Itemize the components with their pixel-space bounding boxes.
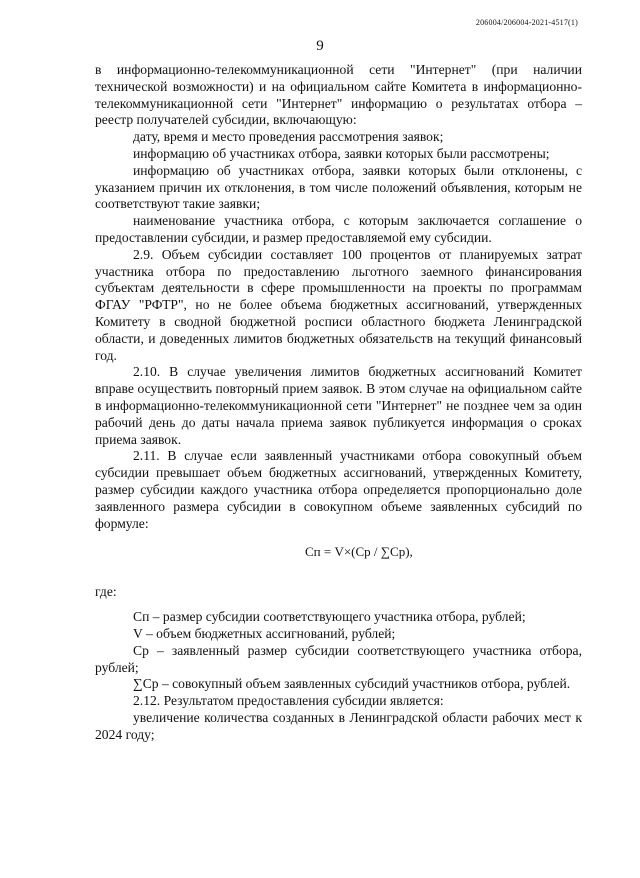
formula-block	[95, 532, 582, 584]
document-number: 206004/206004-2021-4517(1)	[475, 18, 578, 27]
where-label: где:	[95, 584, 117, 600]
paragraph-2-12: 2.12. Результатом предоставления субсидии является:	[133, 693, 444, 709]
paragraph: информацию об участниках отбора, заявки которых были отклонены, с указанием причин их отклонения, в том числе положений объявления, которым не соответствуют такие заявки;	[95, 162, 582, 212]
paragraph-2-9: 2.9. Объем субсидии составляет 100 процентов от планируемых затрат участника отбора по предоставлению льготного заемного финансирования субъектам деятельности в сфере промышленности на проекты по программам ФГАУ "РФТР", но не более объема бюджетных ассигнований, утвержденных Комитету в сводной бюджетной росписи областного бюджета Ленинградской области, и доведенных лимитов бюджетных обязательств на текущий финансовый год.	[95, 246, 582, 363]
paragraph: увеличение количества созданных в Ленинградской области рабочих мест к 2024 году;	[95, 709, 582, 742]
definition-item: V – объем бюджетных ассигнований, рублей;	[133, 625, 396, 641]
definition-item: Cп – размер субсидии соответствующего участника отбора, рублей;	[133, 609, 526, 625]
definition-item: ∑Cр – совокупный объем заявленных субсидий участников отбора, рублей.	[133, 676, 571, 692]
document-body	[95, 62, 582, 743]
paragraph: дату, время и место проведения рассмотрения заявок;	[133, 129, 444, 145]
definition-item: Cр – заявленный размер субсидии соответствующего участника отбора, рублей;	[95, 642, 582, 675]
paragraph: информацию об участниках отбора, заявки которых были рассмотрены;	[133, 145, 550, 161]
formula: Cп = V×(Cр / ∑Cр),	[305, 544, 413, 560]
paragraph: наименование участника отбора, с которым заключается соглашение о предоставлении субсидии, и размер предоставляемой ему субсидии.	[95, 213, 582, 245]
paragraph: в информационно-телекоммуникационной сети "Интернет" (при наличии технической возможности) и на официальном сайте Комитета в информационно-телекоммуникационной сети "Интернет" информацию о результатах отбора – реестр получателей субсидии, включающую:	[95, 62, 582, 128]
spacer	[95, 601, 582, 609]
paragraph-2-10: 2.10. В случае увеличения лимитов бюджетных ассигнований Комитет вправе осуществить повторный прием заявок. В этом случае на официальном сайте в информационно-телекоммуникационной сети "Интернет" не позднее чем за один рабочий день до даты начала приема заявок публикуется информация о сроках приема заявок.	[95, 364, 582, 447]
paragraph-2-11: 2.11. В случае если заявленный участниками отбора совокупный объем субсидии превышает объем бюджетных ассигнований, утвержденных Комитету, размер субсидии каждого участника отбора определяется пропорционально доле заявленного размера субсидии в совокупном объеме заявленных субсидий по формуле:	[95, 448, 582, 531]
page-number: 9	[316, 38, 324, 54]
